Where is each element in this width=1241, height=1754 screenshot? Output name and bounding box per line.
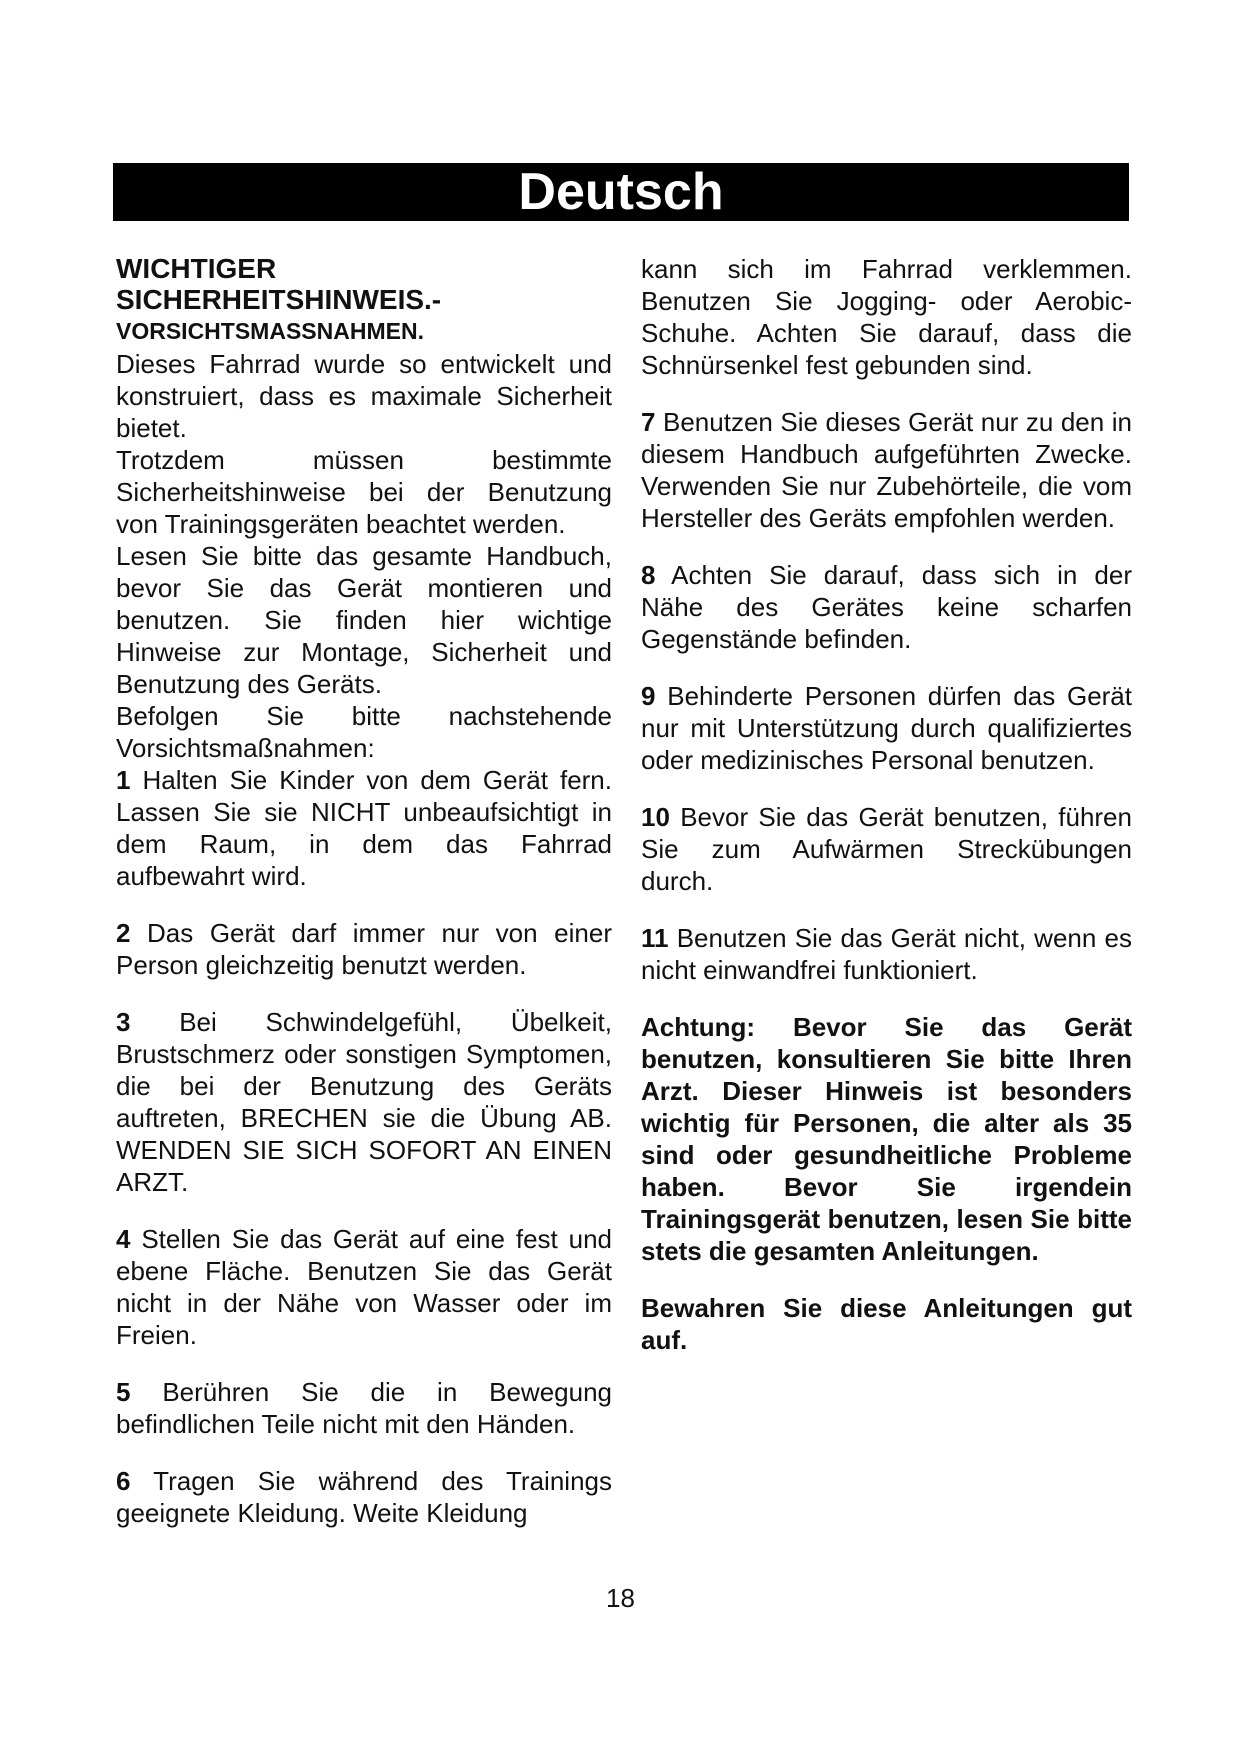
safety-item xyxy=(116,1376,612,1440)
safety-item xyxy=(641,801,1132,897)
item-number: 10 xyxy=(641,802,670,832)
item-number: 5 xyxy=(116,1377,131,1407)
left-column xyxy=(116,253,612,1529)
language-title: Deutsch xyxy=(518,163,724,221)
continuation-paragraph: kann sich im Fahrrad verklemmen. Benutzen Sie Jogging- oder Aerobic-Schuhe. Achten Sie darauf, dass die Schnürsenkel fest gebunden sind. xyxy=(641,254,1132,380)
safety-item xyxy=(116,1223,612,1351)
item-number: 8 xyxy=(641,560,656,590)
safety-item xyxy=(641,406,1132,534)
item-number: 7 xyxy=(641,407,656,437)
page-number: 18 xyxy=(606,1583,635,1613)
item-number: 1 xyxy=(116,765,131,795)
intro-paragraph: Dieses Fahrrad wurde so entwickelt und konstruiert, dass es maximale Sicherheit bietet. xyxy=(116,349,612,443)
safety-item xyxy=(641,559,1132,655)
safety-item xyxy=(116,917,612,981)
item-number: 11 xyxy=(641,923,669,953)
item-number: 4 xyxy=(116,1224,131,1254)
item-text: Berühren Sie die in Bewegung befindlichen Teile nicht mit den Händen. xyxy=(116,1377,612,1439)
right-column xyxy=(641,253,1132,1356)
heading-line-2: SICHERHEITSHINWEIS.- xyxy=(116,284,442,315)
heading-line-1: WICHTIGER xyxy=(116,253,277,284)
intro-paragraph: Trotzdem müssen bestimmte Sicherheitshinweise bei der Benutzung von Trainingsgeräten beachtet werden. xyxy=(116,445,612,539)
item-text: Achten Sie darauf, dass sich in der Nähe des Gerätes keine scharfen Gegenstände befinden. xyxy=(641,560,1132,654)
item-number: 6 xyxy=(116,1466,131,1496)
safety-item xyxy=(116,1006,612,1198)
item-number: 9 xyxy=(641,681,656,711)
safety-item xyxy=(116,1465,612,1529)
subheading: VORSICHTSMASSNAHMEN. xyxy=(116,318,424,344)
item-text: Tragen Sie während des Trainings geeignete Kleidung. Weite Kleidung xyxy=(116,1466,612,1528)
safety-item xyxy=(641,922,1132,986)
item-text: Bevor Sie das Gerät benutzen, führen Sie zum Aufwärmen Streckübungen durch. xyxy=(641,802,1132,896)
safety-item xyxy=(641,680,1132,776)
item-text: Stellen Sie das Gerät auf eine fest und ebene Fläche. Benutzen Sie das Gerät nicht in der Nähe von Wasser oder im Freien. xyxy=(116,1224,612,1350)
keep-instructions-paragraph: Bewahren Sie diese Anleitungen gut auf. xyxy=(641,1293,1132,1355)
item-text: Benutzen Sie das Gerät nicht, wenn es nicht einwandfrei funktioniert. xyxy=(641,923,1132,985)
item-text: Benutzen Sie dieses Gerät nur zu den in diesem Handbuch aufgeführten Zwecke. Verwenden Sie nur Zubehörteile, die vom Hersteller des Geräts empfohlen werden. xyxy=(641,407,1132,533)
intro-paragraph: Befolgen Sie bitte nachstehende Vorsichtsmaßnahmen: xyxy=(116,701,612,763)
safety-item xyxy=(116,764,612,892)
item-number: 3 xyxy=(116,1007,131,1037)
intro-paragraph: Lesen Sie bitte das gesamte Handbuch, bevor Sie das Gerät montieren und benutzen. Sie finden hier wichtige Hinweise zur Montage, Sicherheit und Benutzung des Geräts. xyxy=(116,541,612,699)
language-header-bar xyxy=(113,163,1129,221)
item-text: Bei Schwindelgefühl, Übelkeit, Brustschmerz oder sonstigen Symptomen, die bei der Benutzung des Geräts auftreten, BRECHEN sie die Übung AB. WENDEN SIE SICH SOFORT AN EINEN ARZT. xyxy=(116,1007,612,1197)
item-number: 2 xyxy=(116,918,131,948)
item-text: Halten Sie Kinder von dem Gerät fern. Lassen Sie sie NICHT unbeaufsichtigt in dem Raum, in dem das Fahrrad aufbewahrt wird. xyxy=(116,765,612,891)
item-text: Behinderte Personen dürfen das Gerät nur mit Unterstützung durch qualifiziertes oder medizinisches Personal benutzen. xyxy=(641,681,1132,775)
item-text: Das Gerät darf immer nur von einer Person gleichzeitig benutzt werden. xyxy=(116,918,612,980)
warning-paragraph: Achtung: Bevor Sie das Gerät benutzen, konsultieren Sie bitte Ihren Arzt. Dieser Hinweis ist besonders wichtig für Personen, die alter als 35 sind oder gesundheitliche Probleme haben. Bevor Sie irgendein Trainingsgerät benutzen, lesen Sie bitte stets die gesamten Anleitungen. xyxy=(641,1012,1132,1266)
